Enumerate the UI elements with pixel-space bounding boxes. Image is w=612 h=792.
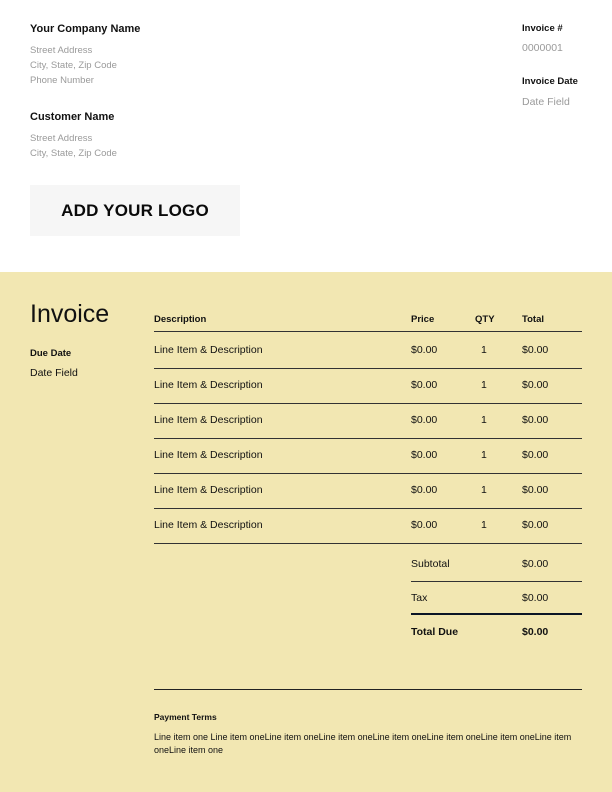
- table-row: [154, 379, 582, 414]
- payment-terms-label: Payment Terms: [154, 712, 217, 722]
- row-qty: 1: [481, 484, 487, 496]
- company-city: City, State, Zip Code: [30, 60, 117, 71]
- row-qty: 1: [481, 344, 487, 356]
- row-total: $0.00: [522, 414, 549, 426]
- subtotal-label: Subtotal: [411, 558, 450, 570]
- subtotal-rule: [411, 581, 582, 582]
- table-row: [154, 344, 582, 379]
- row-price: $0.00: [411, 484, 438, 496]
- row-total: $0.00: [522, 379, 549, 391]
- total-due-value: $0.00: [522, 626, 549, 638]
- header-rule: [154, 331, 582, 332]
- row-rule: [154, 543, 582, 544]
- invoice-section: [0, 272, 612, 792]
- customer-address-block: [30, 131, 117, 161]
- company-street: Street Address: [30, 45, 93, 56]
- row-rule: [154, 473, 582, 474]
- table-row: [154, 519, 582, 554]
- row-total: $0.00: [522, 484, 549, 496]
- row-description: Line Item & Description: [154, 379, 263, 391]
- due-date-value: Date Field: [30, 367, 78, 379]
- row-rule: [154, 403, 582, 404]
- header-section: [0, 0, 612, 272]
- row-price: $0.00: [411, 379, 438, 391]
- header-total: Total: [522, 314, 544, 325]
- row-description: Line Item & Description: [154, 344, 263, 356]
- row-price: $0.00: [411, 449, 438, 461]
- invoice-date-value: Date Field: [522, 96, 570, 108]
- invoice-title: Invoice: [30, 300, 110, 328]
- row-qty: 1: [481, 519, 487, 531]
- invoice-number-value: 0000001: [522, 42, 563, 54]
- company-address-block: [30, 43, 117, 88]
- row-total: $0.00: [522, 344, 549, 356]
- logo-placeholder-label: ADD YOUR LOGO: [61, 200, 209, 220]
- total-due-label: Total Due: [411, 626, 459, 638]
- subtotal-value: $0.00: [522, 558, 549, 570]
- header-description: Description: [154, 314, 207, 325]
- table-row: [154, 484, 582, 519]
- total-rule: [411, 613, 582, 615]
- row-rule: [154, 508, 582, 509]
- customer-street: Street Address: [30, 133, 93, 144]
- table-row: [154, 449, 582, 484]
- payment-terms-text: Line item one Line item oneLine item oneLine item oneLine item oneLine item oneLine item oneLine item oneLine item one: [154, 732, 572, 755]
- row-description: Line Item & Description: [154, 484, 263, 496]
- row-rule: [154, 368, 582, 369]
- customer-city: City, State, Zip Code: [30, 148, 117, 159]
- tax-value: $0.00: [522, 592, 549, 604]
- terms-rule: [154, 689, 582, 690]
- row-qty: 1: [481, 449, 487, 461]
- row-description: Line Item & Description: [154, 414, 263, 426]
- row-price: $0.00: [411, 414, 438, 426]
- logo-placeholder[interactable]: [30, 185, 240, 236]
- row-qty: 1: [481, 379, 487, 391]
- table-row: [154, 414, 582, 449]
- row-description: Line Item & Description: [154, 519, 263, 531]
- row-description: Line Item & Description: [154, 449, 263, 461]
- row-price: $0.00: [411, 344, 438, 356]
- header-qty: QTY: [475, 314, 495, 325]
- due-date-label: Due Date: [30, 348, 72, 359]
- header-price: Price: [411, 314, 435, 325]
- row-total: $0.00: [522, 449, 549, 461]
- tax-label: Tax: [411, 592, 428, 604]
- invoice-date-label: Invoice Date: [522, 76, 578, 87]
- company-name: Your Company Name: [30, 23, 141, 35]
- row-rule: [154, 438, 582, 439]
- invoice-number-label: Invoice #: [522, 23, 563, 34]
- row-total: $0.00: [522, 519, 549, 531]
- row-qty: 1: [481, 414, 487, 426]
- customer-name: Customer Name: [30, 111, 115, 123]
- company-phone: Phone Number: [30, 75, 94, 86]
- row-price: $0.00: [411, 519, 438, 531]
